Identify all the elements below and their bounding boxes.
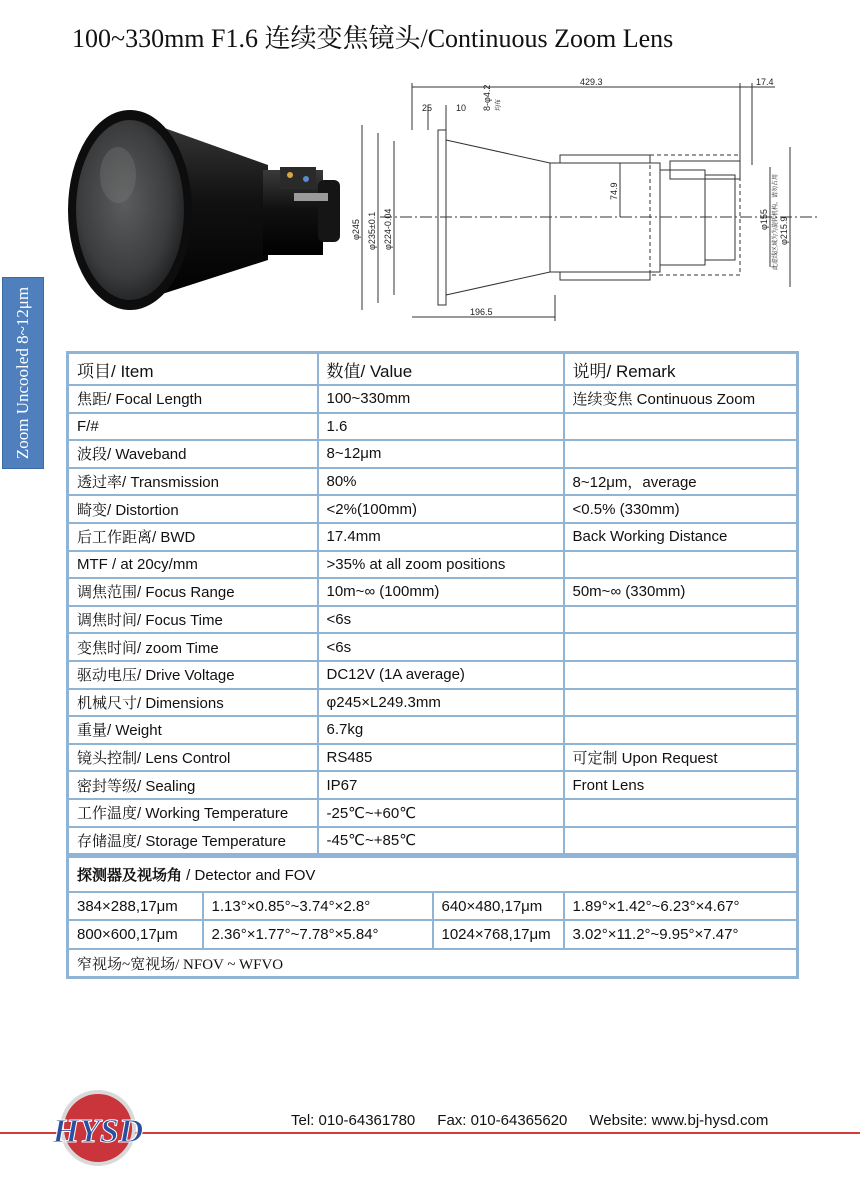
spec-row <box>68 661 798 689</box>
spec-cell-remark: Back Working Distance <box>564 523 798 551</box>
mechanical-drawing <box>350 75 850 325</box>
spec-cell-remark: 8~12μm，average <box>564 468 798 496</box>
dim-back-offset: 17.4 <box>756 77 774 87</box>
spec-cell-item: MTF / at 20cy/mm <box>68 551 318 579</box>
dim-note: 此虚线区域为为旋转机构，请勿占用 <box>773 173 779 270</box>
fov-cell-fov: 1.89°×1.42°~6.23°×4.67° <box>564 892 798 920</box>
dim-d235: φ235±0.1 <box>367 211 377 250</box>
fov-cell-fov: 2.36°×1.77°~7.78°×5.84° <box>203 920 433 948</box>
spec-cell-item: 畸变/ Distortion <box>68 495 318 523</box>
spec-cell-item: 密封等级/ Sealing <box>68 771 318 799</box>
spec-row <box>68 633 798 661</box>
spec-cell-item: 工作温度/ Working Temperature <box>68 799 318 827</box>
spec-header-row <box>68 353 798 386</box>
spec-cell-item: 调焦时间/ Focus Time <box>68 606 318 634</box>
side-tab-label: Zoom Uncooled 8~12μm <box>13 286 32 460</box>
fov-cell-detector: 640×480,17μm <box>433 892 564 920</box>
dim-d155: φ155 <box>759 209 769 230</box>
spec-cell-value: φ245×L249.3mm <box>318 689 564 717</box>
spec-cell-value: 17.4mm <box>318 523 564 551</box>
spec-cell-value: DC12V (1A average) <box>318 661 564 689</box>
spec-cell-value: -25℃~+60℃ <box>318 799 564 827</box>
side-tab <box>2 277 44 469</box>
spec-row <box>68 827 798 855</box>
spec-cell-remark <box>564 689 798 717</box>
spec-row <box>68 716 798 744</box>
spec-cell-value: 6.7kg <box>318 716 564 744</box>
spec-row <box>68 468 798 496</box>
spec-cell-value: >35% at all zoom positions <box>318 551 564 579</box>
spec-cell-item: 驱动电压/ Drive Voltage <box>68 661 318 689</box>
spec-cell-item: 透过率/ Transmission <box>68 468 318 496</box>
spec-cell-remark <box>564 633 798 661</box>
spec-cell-value: <6s <box>318 633 564 661</box>
spec-cell-item: 重量/ Weight <box>68 716 318 744</box>
spec-cell-remark <box>564 716 798 744</box>
dim-len1965: 196.5 <box>470 307 493 317</box>
spec-cell-remark: 50m~∞ (330mm) <box>564 578 798 606</box>
spec-cell-item: 变焦时间/ zoom Time <box>68 633 318 661</box>
dim-overall-length: 429.3 <box>580 77 603 87</box>
spec-cell-value: 8~12μm <box>318 440 564 468</box>
spec-cell-remark <box>564 440 798 468</box>
spec-table <box>66 351 799 856</box>
fov-cell-detector: 384×288,17μm <box>68 892 203 920</box>
dim-holes: 8-φ4.2 <box>482 84 492 111</box>
contact-tel: Tel: 010-64361780 <box>291 1112 416 1129</box>
spec-cell-remark <box>564 413 798 441</box>
fov-table <box>66 856 799 979</box>
header-value: 数值/ Value <box>318 353 564 386</box>
fov-cell-fov: 3.02°×11.2°~9.95°×7.47° <box>564 920 798 948</box>
spec-cell-remark: 可定制 Upon Request <box>564 744 798 772</box>
spec-row <box>68 551 798 579</box>
header-item: 项目/ Item <box>68 353 318 386</box>
spec-cell-value: RS485 <box>318 744 564 772</box>
spec-cell-remark <box>564 606 798 634</box>
spec-cell-remark: <0.5% (330mm) <box>564 495 798 523</box>
spec-row <box>68 578 798 606</box>
spec-cell-value: -45℃~+85℃ <box>318 827 564 855</box>
spec-row <box>68 523 798 551</box>
spec-cell-remark <box>564 799 798 827</box>
spec-table-wrap <box>66 351 796 979</box>
fov-cell-fov: 1.13°×0.85°~3.74°×2.8° <box>203 892 433 920</box>
header-remark: 说明/ Remark <box>564 353 798 386</box>
fov-note: 窄视场~宽视场/ NFOV ~ WFVO <box>68 949 798 978</box>
dim-h749: 74.9 <box>609 182 619 200</box>
spec-cell-item: 焦距/ Focal Length <box>68 385 318 413</box>
contact-website[interactable]: Website: www.bj-hysd.com <box>589 1112 769 1129</box>
dim-d224: φ224-0.04 <box>383 208 393 250</box>
spec-cell-item: 镜头控制/ Lens Control <box>68 744 318 772</box>
fov-cell-detector: 1024×768,17μm <box>433 920 564 948</box>
logo-text: HYSD <box>52 1113 144 1150</box>
spec-cell-remark: 连续变焦 Continuous Zoom <box>564 385 798 413</box>
fov-row <box>68 892 798 920</box>
spec-cell-item: 存储温度/ Storage Temperature <box>68 827 318 855</box>
fov-heading-cn: 探测器及视场角 <box>77 867 183 885</box>
dim-holes-note: 均布 <box>496 98 502 111</box>
spec-row <box>68 799 798 827</box>
spec-row <box>68 744 798 772</box>
spec-cell-remark <box>564 551 798 579</box>
page-title: 100~330mm F1.6 连续变焦镜头/Continuous Zoom Lens <box>72 24 674 53</box>
spec-cell-remark: Front Lens <box>564 771 798 799</box>
spec-cell-value: IP67 <box>318 771 564 799</box>
dim-d2159: φ215.9 <box>779 216 789 245</box>
contact-info <box>291 1112 790 1129</box>
spec-row <box>68 606 798 634</box>
fov-note-row <box>68 949 798 978</box>
fov-heading-en: / Detector and FOV <box>182 867 316 885</box>
fov-heading <box>68 857 798 892</box>
spec-cell-value: <2%(100mm) <box>318 495 564 523</box>
spec-row <box>68 771 798 799</box>
dim-d245: φ245 <box>351 219 361 240</box>
spec-cell-value: 100~330mm <box>318 385 564 413</box>
spec-cell-remark <box>564 827 798 855</box>
spec-cell-item: 机械尺寸/ Dimensions <box>68 689 318 717</box>
spec-row <box>68 413 798 441</box>
dim-flange-a: 25 <box>422 103 433 113</box>
spec-row <box>68 495 798 523</box>
fov-row <box>68 920 798 948</box>
fov-header-row <box>68 857 798 892</box>
spec-row <box>68 385 798 413</box>
dim-flange-b: 10 <box>456 103 467 113</box>
spec-cell-remark <box>564 661 798 689</box>
spec-cell-value: <6s <box>318 606 564 634</box>
spec-row <box>68 689 798 717</box>
spec-cell-item: F/# <box>68 413 318 441</box>
contact-fax: Fax: 010-64365620 <box>437 1112 568 1129</box>
spec-cell-item: 波段/ Waveband <box>68 440 318 468</box>
spec-row <box>68 440 798 468</box>
company-logo <box>34 1088 162 1170</box>
lens-photo <box>58 95 350 325</box>
spec-cell-item: 调焦范围/ Focus Range <box>68 578 318 606</box>
spec-cell-value: 1.6 <box>318 413 564 441</box>
spec-cell-value: 80% <box>318 468 564 496</box>
spec-cell-item: 后工作距离/ BWD <box>68 523 318 551</box>
spec-cell-value: 10m~∞ (100mm) <box>318 578 564 606</box>
fov-cell-detector: 800×600,17μm <box>68 920 203 948</box>
